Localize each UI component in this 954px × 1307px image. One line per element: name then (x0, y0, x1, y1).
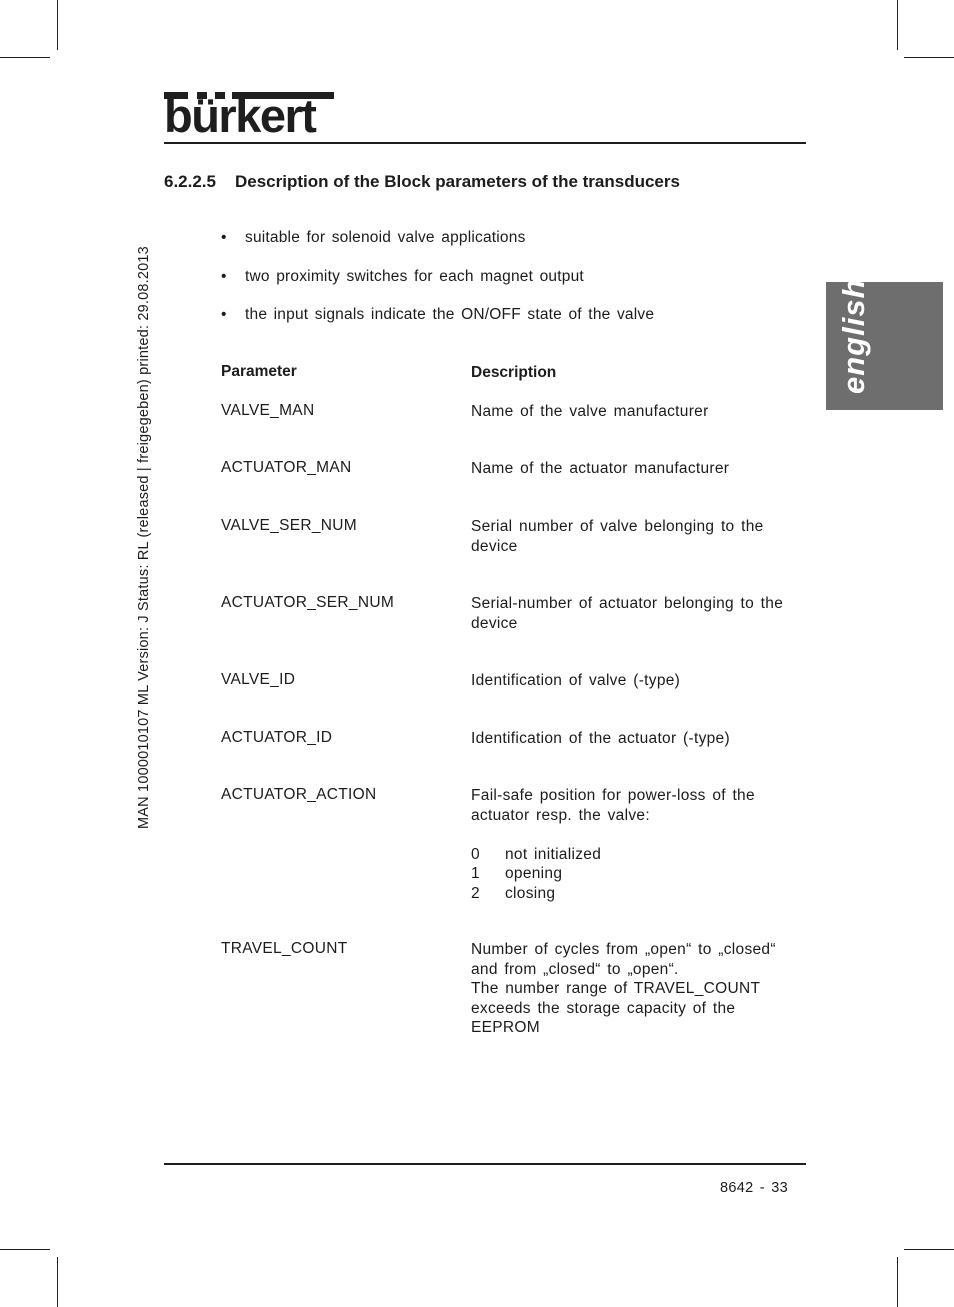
bullet-icon: • (221, 267, 227, 285)
crop-mark (904, 57, 954, 58)
parameter-description: Serial number of valve belonging to the device (471, 518, 764, 555)
parameter-description: Name of the valve manufacturer (471, 403, 709, 420)
section-heading (164, 172, 680, 192)
parameter-name: VALVE_ID (221, 671, 296, 688)
bullet-icon: • (221, 306, 227, 323)
column-header-parameter: Parameter (221, 363, 297, 380)
list-item: • the input signals indicate the ON/OFF state of the valve (221, 306, 655, 323)
section-title: Description of the Block parameters of the transducers (235, 172, 680, 191)
parameter-name: ACTUATOR_SER_NUM (221, 594, 395, 611)
parameter-name: ACTUATOR_MAN (221, 459, 352, 476)
page-number: 8642 - 33 (720, 1180, 788, 1196)
parameter-name: TRAVEL_COUNT (221, 940, 348, 957)
parameter-description: Identification of the actuator (-type) (471, 730, 730, 747)
list-item: • suitable for solenoid valve applications (221, 229, 526, 246)
parameter-name: VALVE_SER_NUM (221, 517, 357, 534)
crop-mark (897, 0, 898, 50)
option-item: 1 opening (471, 865, 563, 882)
parameter-description: Fail-safe position for power-loss of the actuator resp. the valve: 0 not initialized 1 opening 2 closing (471, 786, 801, 903)
crop-mark (57, 1257, 58, 1307)
parameter-name: VALVE_MAN (221, 402, 315, 419)
bullet-icon: • (221, 229, 227, 246)
crop-mark (0, 57, 50, 58)
option-item: 0 not initialized (471, 845, 602, 863)
parameter-name: ACTUATOR_ID (221, 729, 333, 746)
section-number: 6.2.2.5 (164, 172, 216, 191)
crop-mark (897, 1257, 898, 1307)
language-tab (826, 278, 943, 410)
column-header-description: Description (471, 364, 557, 381)
crop-mark (0, 1249, 50, 1250)
language-tab-label: english (836, 278, 871, 394)
parameter-name: ACTUATOR_ACTION (221, 786, 377, 803)
crop-mark (904, 1249, 954, 1250)
list-item: • two proximity switches for each magnet output (221, 267, 584, 285)
burkert-logo (164, 89, 334, 142)
logo-text: bürkert (164, 89, 316, 142)
option-item: 2 closing (471, 884, 556, 902)
parameter-description: Identification of valve (-type) (471, 672, 681, 689)
header-rule (164, 142, 806, 144)
parameter-description: Serial-number of actuator belonging to the device (471, 595, 784, 632)
footer-rule (164, 1163, 806, 1165)
document-info-label: MAN 1000010107 ML Version: J Status: RL (released | freigegeben) printed: 29.08.2013 (136, 246, 152, 829)
parameter-description: Number of cycles from „open“ to „closed“ and from „closed“ to „open“. The number range of TRAVEL_COUNT exceeds the storage capacity of the EEPROM (471, 941, 776, 1036)
parameter-description: Name of the actuator manufacturer (471, 460, 730, 477)
feature-list (221, 229, 654, 345)
crop-mark (57, 0, 58, 50)
